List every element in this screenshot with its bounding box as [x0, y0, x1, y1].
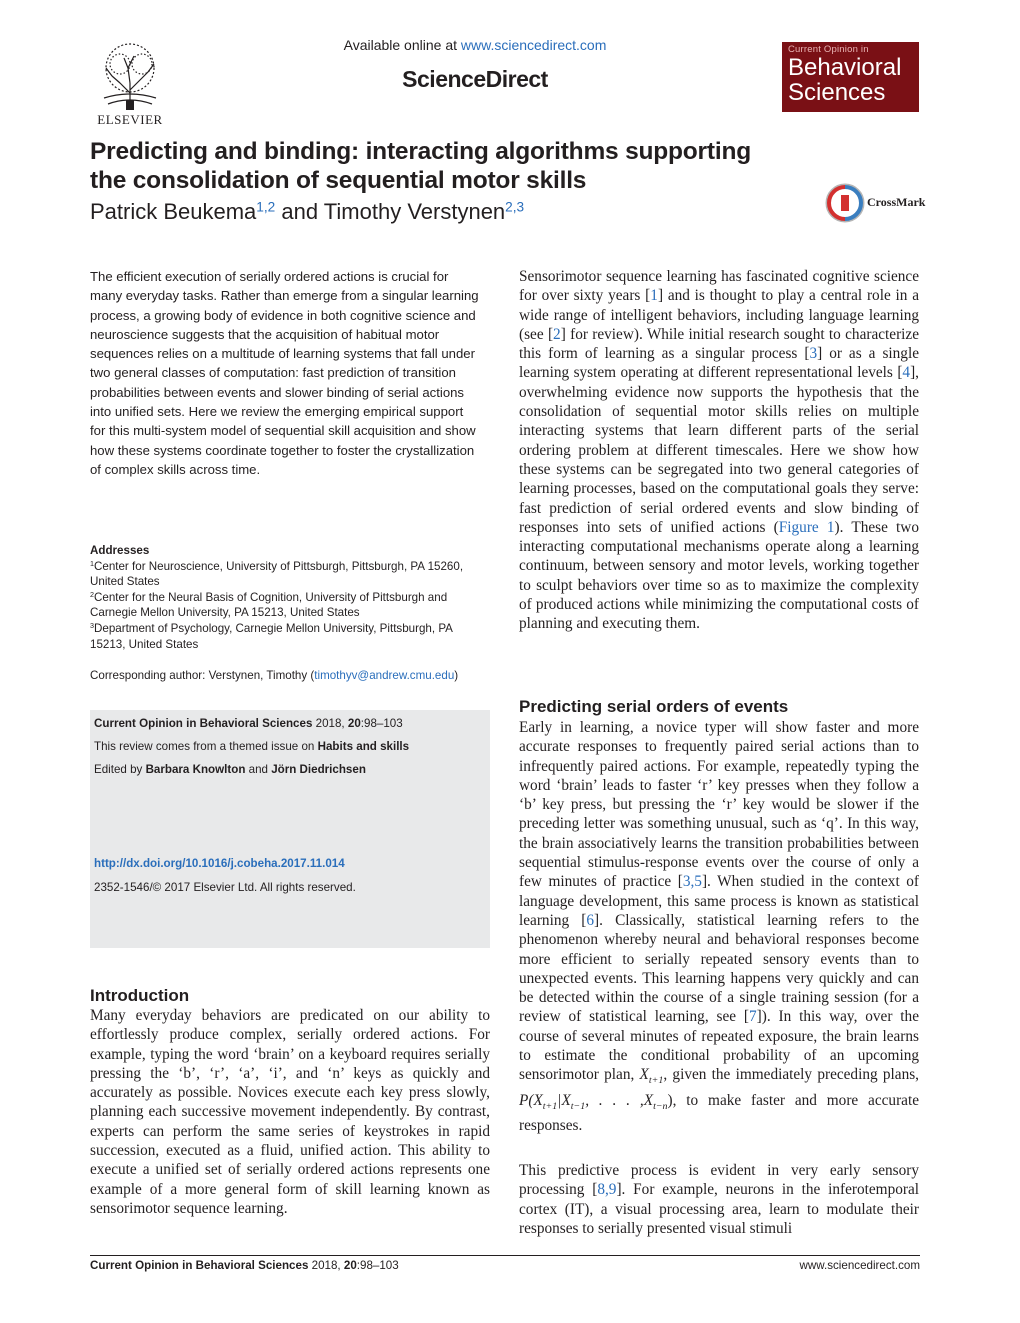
text-run: Sensorimotor sequence learning has fascinated cognitive science for over sixty years [ — [519, 268, 919, 305]
text-run: This predictive process is evident in very early sensory processing [ — [519, 1162, 919, 1199]
text-run: ]). In this way, over the course of several minutes of repeated exposure, the brain learns to estimate the conditional probability of an upcoming sensorimotor plan, — [519, 1008, 919, 1084]
info-editors — [94, 762, 486, 778]
info-year: 2018, — [312, 717, 348, 730]
info-citation — [94, 716, 486, 732]
address-sup: 2 — [90, 589, 94, 599]
author-1-affiliations[interactable]: 1,2 — [256, 199, 276, 215]
crossmark-badge[interactable] — [825, 183, 935, 223]
addresses — [90, 543, 490, 652]
journal-logo — [782, 42, 919, 112]
info-editor-2: Jörn Diedrichsen — [271, 763, 366, 776]
elsevier-logo — [90, 38, 170, 128]
address-text: Center for Neuroscience, University of Pittsburgh, Pittsburgh, PA 15260, United States — [90, 559, 464, 589]
address-sup: 1 — [90, 558, 94, 568]
info-theme — [94, 739, 486, 755]
math-sub: t+1 — [542, 1100, 558, 1112]
abstract: The efficient execution of serially ordered actions is crucial for many everyday tasks. Rather than emerge from a singular learning process, a growing body of evidence in both cognitive science and neuroscience suggests that the acquisition of habitual motor sequences relies on a multitude of learning systems that fall under two general classes of computation: fast prediction of transition probabilities between events and slower binding of serial actions into unified sets. Here we review the emerging empirical support for this multi-system model of sequential skill acquisition and show how these systems coordinate together to foster the crystallization of complex skills across time. — [90, 269, 479, 477]
author-and: and — [275, 199, 324, 224]
footer-year: 2018, — [308, 1259, 344, 1272]
doi-link[interactable]: http://dx.doi.org/10.1016/j.cobeha.2017.11.014 — [94, 857, 345, 870]
corresponding-email-link[interactable]: timothyv@andrew.cmu.edu — [314, 669, 455, 682]
author-line — [90, 197, 790, 227]
citation-link[interactable]: 6 — [586, 911, 595, 929]
footer-journal: Current Opinion in Behavioral Sciences — [90, 1259, 309, 1272]
introduction-heading: Introduction — [90, 986, 190, 1005]
introduction-text: Many everyday behaviors are predicated on our ability to effortlessly produce complex, serially ordered actions. For example, typing the word ‘brain’ on a keyboard requires serially pressing the ‘b’, ‘r’, ‘a’, ‘i’, and ‘n’ keys as quickly and accurately as possible. Novices execute each key press slowly, planning each successive movement independently. By contrast, experts can perform the same series of keystrokes in rapid succession, executed as a fluid, unified action. This ability to execute a unified set of serially ordered actions represents one example of a more general form of skill learning known as sensorimotor sequence learning. — [90, 1007, 490, 1217]
citation-link[interactable]: 3,5 — [682, 873, 702, 891]
corresponding-author — [90, 668, 500, 684]
citation-link[interactable]: 4 — [902, 364, 911, 382]
footer-url[interactable]: www.sciencedirect.com — [799, 1259, 920, 1272]
article-info-box — [90, 710, 490, 948]
available-prefix: Available online at — [343, 37, 461, 53]
citation-link[interactable]: 2 — [553, 325, 561, 343]
info-editor-1: Barbara Knowlton — [145, 763, 246, 776]
citation-link[interactable]: 8,9 — [597, 1181, 617, 1199]
paragraph-sensorimotor — [519, 267, 919, 634]
footer-volume: 20 — [343, 1259, 357, 1272]
citation-link[interactable]: 3 — [809, 345, 818, 363]
info-edited-prefix: Edited by — [94, 763, 146, 776]
address-sup: 3 — [90, 621, 94, 631]
footer-divider — [90, 1255, 920, 1256]
paragraph-predictive-process — [519, 1161, 919, 1238]
available-online — [330, 37, 620, 53]
text-run: ] or as a single learning system operating at different representational levels [ — [519, 345, 919, 382]
text-run: ]. Classically, statistical learning refers to the phenomenon whereby neural and behavioral responses become more efficient to serially repeated sensory events than to unexpected events. This learning happens very quickly and can be detected within the course of a single training session (for a review of statistical learning, see [ — [519, 911, 919, 1026]
info-volume: 20 — [347, 717, 361, 730]
text-run: ] for review). While initial research sought to characterize this form of learning as a singular process [ — [519, 325, 920, 363]
journal-logo-small: Current Opinion in — [788, 44, 869, 55]
text-run: ], overwhelming evidence now supports the hypothesis that the consolidation of sequential motor skills relies on multiple interacting systems that learn different parts of the serial ordering problem at different timescales. Here we show how these systems can be segregated into two general categories of learning processes, based on the computational goals they serve: fast prediction of serial ordered events and slow binding of responses into sets of unified actions ( — [519, 364, 919, 536]
footer-pages: :98–103 — [356, 1259, 399, 1272]
article-title: Predicting and binding: interacting algorithms supporting the consolidation of sequential motor skills — [90, 138, 751, 194]
address-text: Department of Psychology, Carnegie Mellon University, Pittsburgh, PA 15213, United States — [90, 621, 453, 651]
citation-link[interactable]: 7 — [749, 1008, 757, 1026]
text-run: ). These two interacting computational mechanisms operate along a learning continuum, between sensory and motor levels, working together to sculpt behaviors over time so as to maximize the complexity of produced actions while minimizing the computational costs of planning and executing them. — [519, 518, 919, 633]
citation-link[interactable]: 1 — [650, 287, 658, 305]
info-theme-prefix: This review comes from a themed issue on — [94, 740, 318, 753]
text-run: ]. When studied in the context of language development, this same process is known as statistical learning [ — [519, 873, 919, 929]
corresponding-suffix: ) — [454, 669, 459, 682]
journal-logo-line2: Sciences — [788, 79, 886, 106]
crossmark-icon — [825, 183, 865, 223]
predicting-heading: Predicting serial orders of events — [519, 697, 789, 716]
journal-logo-line1: Behavioral — [788, 54, 902, 81]
address-item — [90, 559, 490, 590]
text-run: ]. For example, neurons in the inferotemporal cortex (IT), a visual processing area, learn to modulate their responses to serially presented visual stimuli — [519, 1181, 919, 1237]
math-expr: , . . . ,X — [585, 1091, 654, 1109]
publisher-name: ELSEVIER — [97, 112, 163, 127]
text-run: , given the immediately preceding plans, — [663, 1066, 919, 1084]
math-sub: t−n — [653, 1100, 668, 1112]
math-var: X — [639, 1066, 649, 1084]
footer-citation — [90, 1259, 399, 1272]
text-run: Early in learning, a novice typer will show faster and more accurate responses to frequently paired serial actions than to infrequently paired actions. For example, repeatedly typing the word ‘brain’ leads to faster ‘r’ key presses when they follow a ‘b’ key press, but pressing the ‘r’ key would be slower if the preceding letter was something unusual, such as ‘q’. In this way, the brain associatively learns the transition probabilities between sequential stimulus-response events over the course of only a few minutes of practice [ — [519, 719, 919, 891]
math-expr: ) — [667, 1091, 673, 1109]
info-editor-and: and — [245, 763, 272, 776]
addresses-heading: Addresses — [90, 544, 150, 557]
author-1: Patrick Beukema — [90, 199, 257, 224]
info-journal: Current Opinion in Behavioral Sciences — [94, 717, 313, 730]
math-sub: t−1 — [570, 1100, 586, 1112]
author-2-affiliations[interactable]: 2,3 — [505, 199, 525, 215]
crossmark-label: CrossMark — [867, 195, 926, 209]
address-item — [90, 590, 490, 621]
address-item — [90, 621, 490, 652]
figure-link[interactable]: Figure 1 — [778, 518, 835, 536]
address-text: Center for the Neural Basis of Cognition, University of Pittsburgh and Carnegie Mellon University, PA 15213, United States — [90, 590, 448, 620]
info-theme-name: Habits and skills — [317, 740, 410, 753]
author-2: Timothy Verstynen — [323, 199, 506, 224]
paragraph-predicting — [519, 718, 919, 1135]
corresponding-prefix: Corresponding author: Verstynen, Timothy ( — [90, 669, 315, 682]
sciencedirect-brand: ScienceDirect — [402, 66, 548, 92]
text-run: , to make faster and more accurate responses. — [519, 1091, 919, 1135]
text-run: ] and is thought to play a central role in a wide range of intelligent behaviors, including language learning (see [ — [519, 287, 919, 343]
info-pages: :98–103 — [360, 717, 403, 730]
copyright: 2352-1546/© 2017 Elsevier Ltd. All rights reserved. — [94, 881, 356, 894]
math-sub: t+1 — [648, 1075, 664, 1087]
sciencedirect-link[interactable]: www.sciencedirect.com — [460, 37, 607, 53]
math-expr: P(X — [519, 1091, 543, 1109]
math-expr: |X — [557, 1091, 571, 1109]
